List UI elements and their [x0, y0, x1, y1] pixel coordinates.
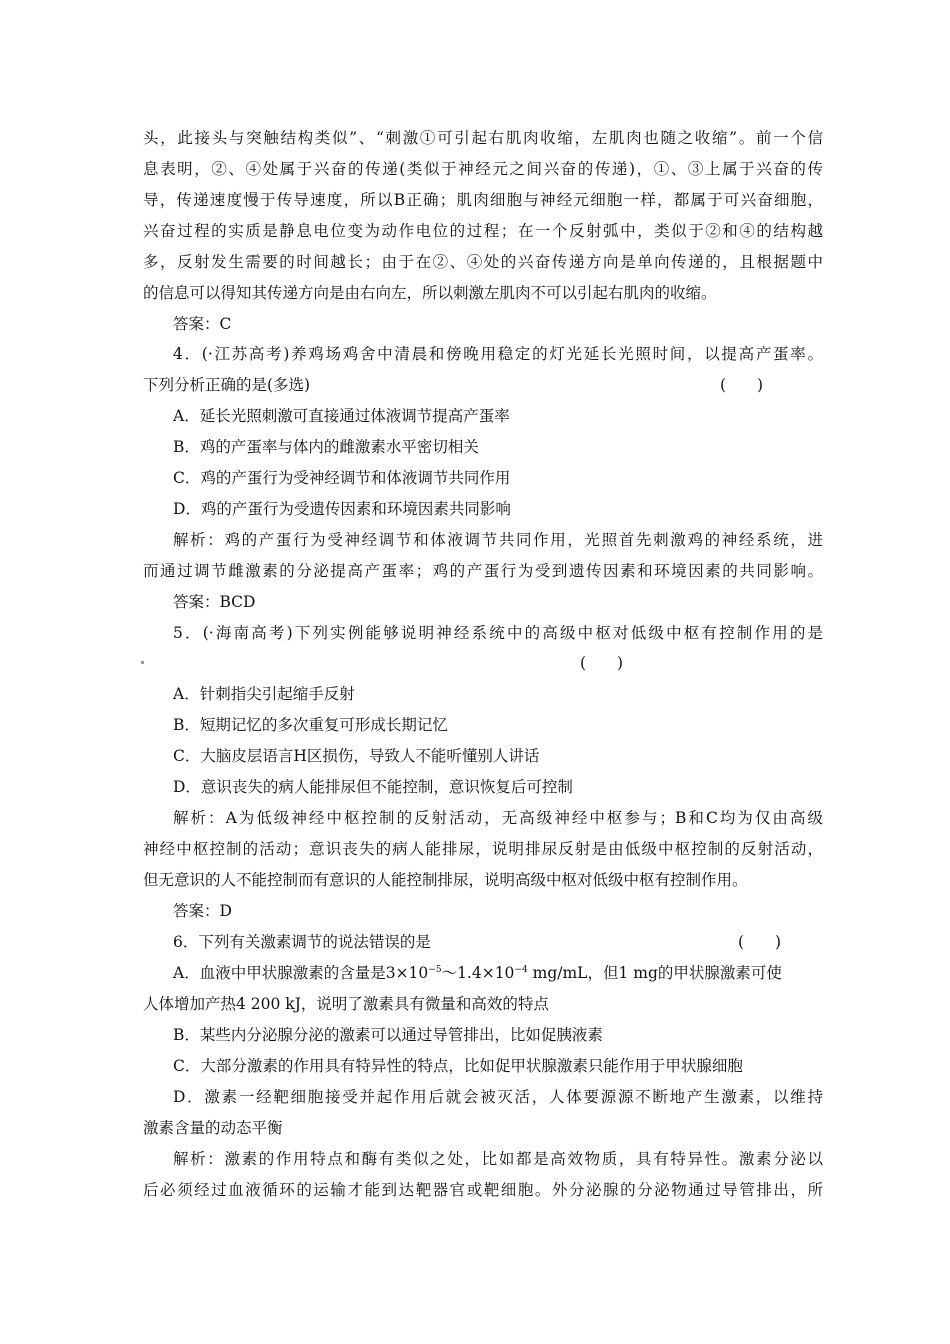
- question-4-option-d: D．鸡的产蛋行为受遗传因素和环境因素共同影响: [173, 500, 511, 518]
- question-4-answer-blank: ( ): [720, 376, 764, 394]
- explanation-3-line-6: 的信息可以得知其传递方向是由右向左，所以刺激左肌肉不可以引起右肌肉的收缩。: [143, 284, 717, 302]
- option-a-text-2: ～1.4×10: [441, 964, 515, 982]
- question-4-option-c: C．鸡的产蛋行为受神经调节和体液调节共同作用: [173, 469, 511, 487]
- question-4-stem-line-2: 下列分析正确的是(多选): [143, 376, 311, 394]
- question-6-stem: 6．下列有关激素调节的说法错误的是: [173, 933, 431, 951]
- question-6-option-a-line-2: 人体增加产热4 200 kJ，说明了激素具有微量和高效的特点: [143, 995, 549, 1013]
- explanation-6-line-1: 解析：激素的作用特点和酶有类似之处，比如都是高效物质，具有特异性。激素分泌以: [173, 1150, 823, 1168]
- question-5-option-b: B．短期记忆的多次重复可形成长期记忆: [173, 716, 448, 734]
- explanation-5-line-1: 解析：A为低级神经中枢控制的反射活动，无高级神经中枢参与；B和C均为仅由高级: [173, 809, 823, 827]
- explanation-3-line-3: 导，传递速度慢于传导速度，所以B正确；肌肉细胞与神经元细胞一样，都属于可兴奋细胞，: [143, 191, 823, 209]
- question-4-option-a: A．延长光照刺激可直接通过体液调节提高产蛋率: [173, 407, 510, 425]
- explanation-5-line-3: 但无意识的人不能控制而有意识的人能控制排尿，说明高级中枢对低级中枢有控制作用。: [143, 871, 748, 889]
- answer-4: 答案：BCD: [173, 593, 256, 611]
- question-6-option-a-line-1: [173, 963, 823, 983]
- explanation-6-line-2: 后必须经过血液循环的运输才能到达靶器官或靶细胞。外分泌腺的分泌物通过导管排出，所: [143, 1181, 823, 1199]
- explanation-3-line-5: 多，反射发生需要的时间越长；由于在②、④处的兴奋传递方向是单向传递的，且根据题中: [143, 253, 823, 271]
- explanation-3-line-4: 兴奋过程的实质是静息电位变为动作电位的过程；在一个反射弧中，类似于②和④的结构越: [143, 222, 823, 240]
- exponent-2: −4: [514, 965, 528, 975]
- question-6-option-c: C．大部分激素的作用具有特异性的特点，比如促甲状腺激素只能作用于甲状腺细胞: [173, 1057, 743, 1075]
- scan-speck: [141, 661, 144, 664]
- explanation-4-line-1: 解析：鸡的产蛋行为受神经调节和体液调节共同作用，光照首先刺激鸡的神经系统，进: [173, 531, 823, 549]
- question-5-stem: 5．(·海南高考)下列实例能够说明神经系统中的高级中枢对低级中枢有控制作用的是: [173, 624, 823, 642]
- question-6-option-b: B．某些内分泌腺分泌的激素可以通过导管排出，比如促胰液素: [173, 1026, 603, 1044]
- question-4-option-b: B．鸡的产蛋率与体内的雌激素水平密切相关: [173, 438, 479, 456]
- explanation-5-line-2: 神经中枢控制的活动；意识丧失的病人能排尿，说明排尿反射是由低级中枢控制的反射活动，: [143, 840, 823, 858]
- question-5-option-d: D．意识丧失的病人能排尿但不能控制，意识恢复后可控制: [173, 778, 573, 796]
- answer-5: 答案：D: [173, 902, 232, 920]
- question-5-option-a: A．针刺指尖引起缩手反射: [173, 685, 355, 703]
- question-5-option-c: C．大脑皮层语言H区损伤，导致人不能听懂别人讲话: [173, 747, 540, 765]
- question-4-stem-line-1: 4．(·江苏高考)养鸡场鸡舍中清晨和傍晚用稳定的灯光延长光照时间，以提高产蛋率。: [173, 345, 823, 363]
- question-5-answer-blank: ( ): [580, 654, 624, 672]
- option-a-text-3: mg/mL，但1 mg的甲状腺激素可使: [527, 964, 782, 982]
- question-6-answer-blank: ( ): [738, 933, 782, 951]
- question-6-option-d-line-2: 激素含量的动态平衡: [143, 1119, 283, 1137]
- option-a-text-1: A．血液中甲状腺激素的含量是3×10: [173, 964, 429, 982]
- question-6-option-d-line-1: D．激素一经靶细胞接受并起作用后就会被灭活，人体要源源不断地产生激素，以维持: [173, 1088, 823, 1106]
- explanation-3-line-2: 息表明，②、④处属于兴奋的传递(类似于神经元之间兴奋的传递)，①、③上属于兴奋的传: [143, 160, 823, 178]
- answer-3: 答案：C: [173, 315, 232, 333]
- exponent-1: −5: [428, 965, 442, 975]
- explanation-3-line-1: 头，此接头与突触结构类似”、“刺激①可引起右肌肉收缩，左肌肉也随之收缩”。前一个信: [143, 129, 823, 147]
- explanation-4-line-2: 而通过调节雌激素的分泌提高产蛋率；鸡的产蛋行为受到遗传因素和环境因素的共同影响。: [143, 562, 823, 580]
